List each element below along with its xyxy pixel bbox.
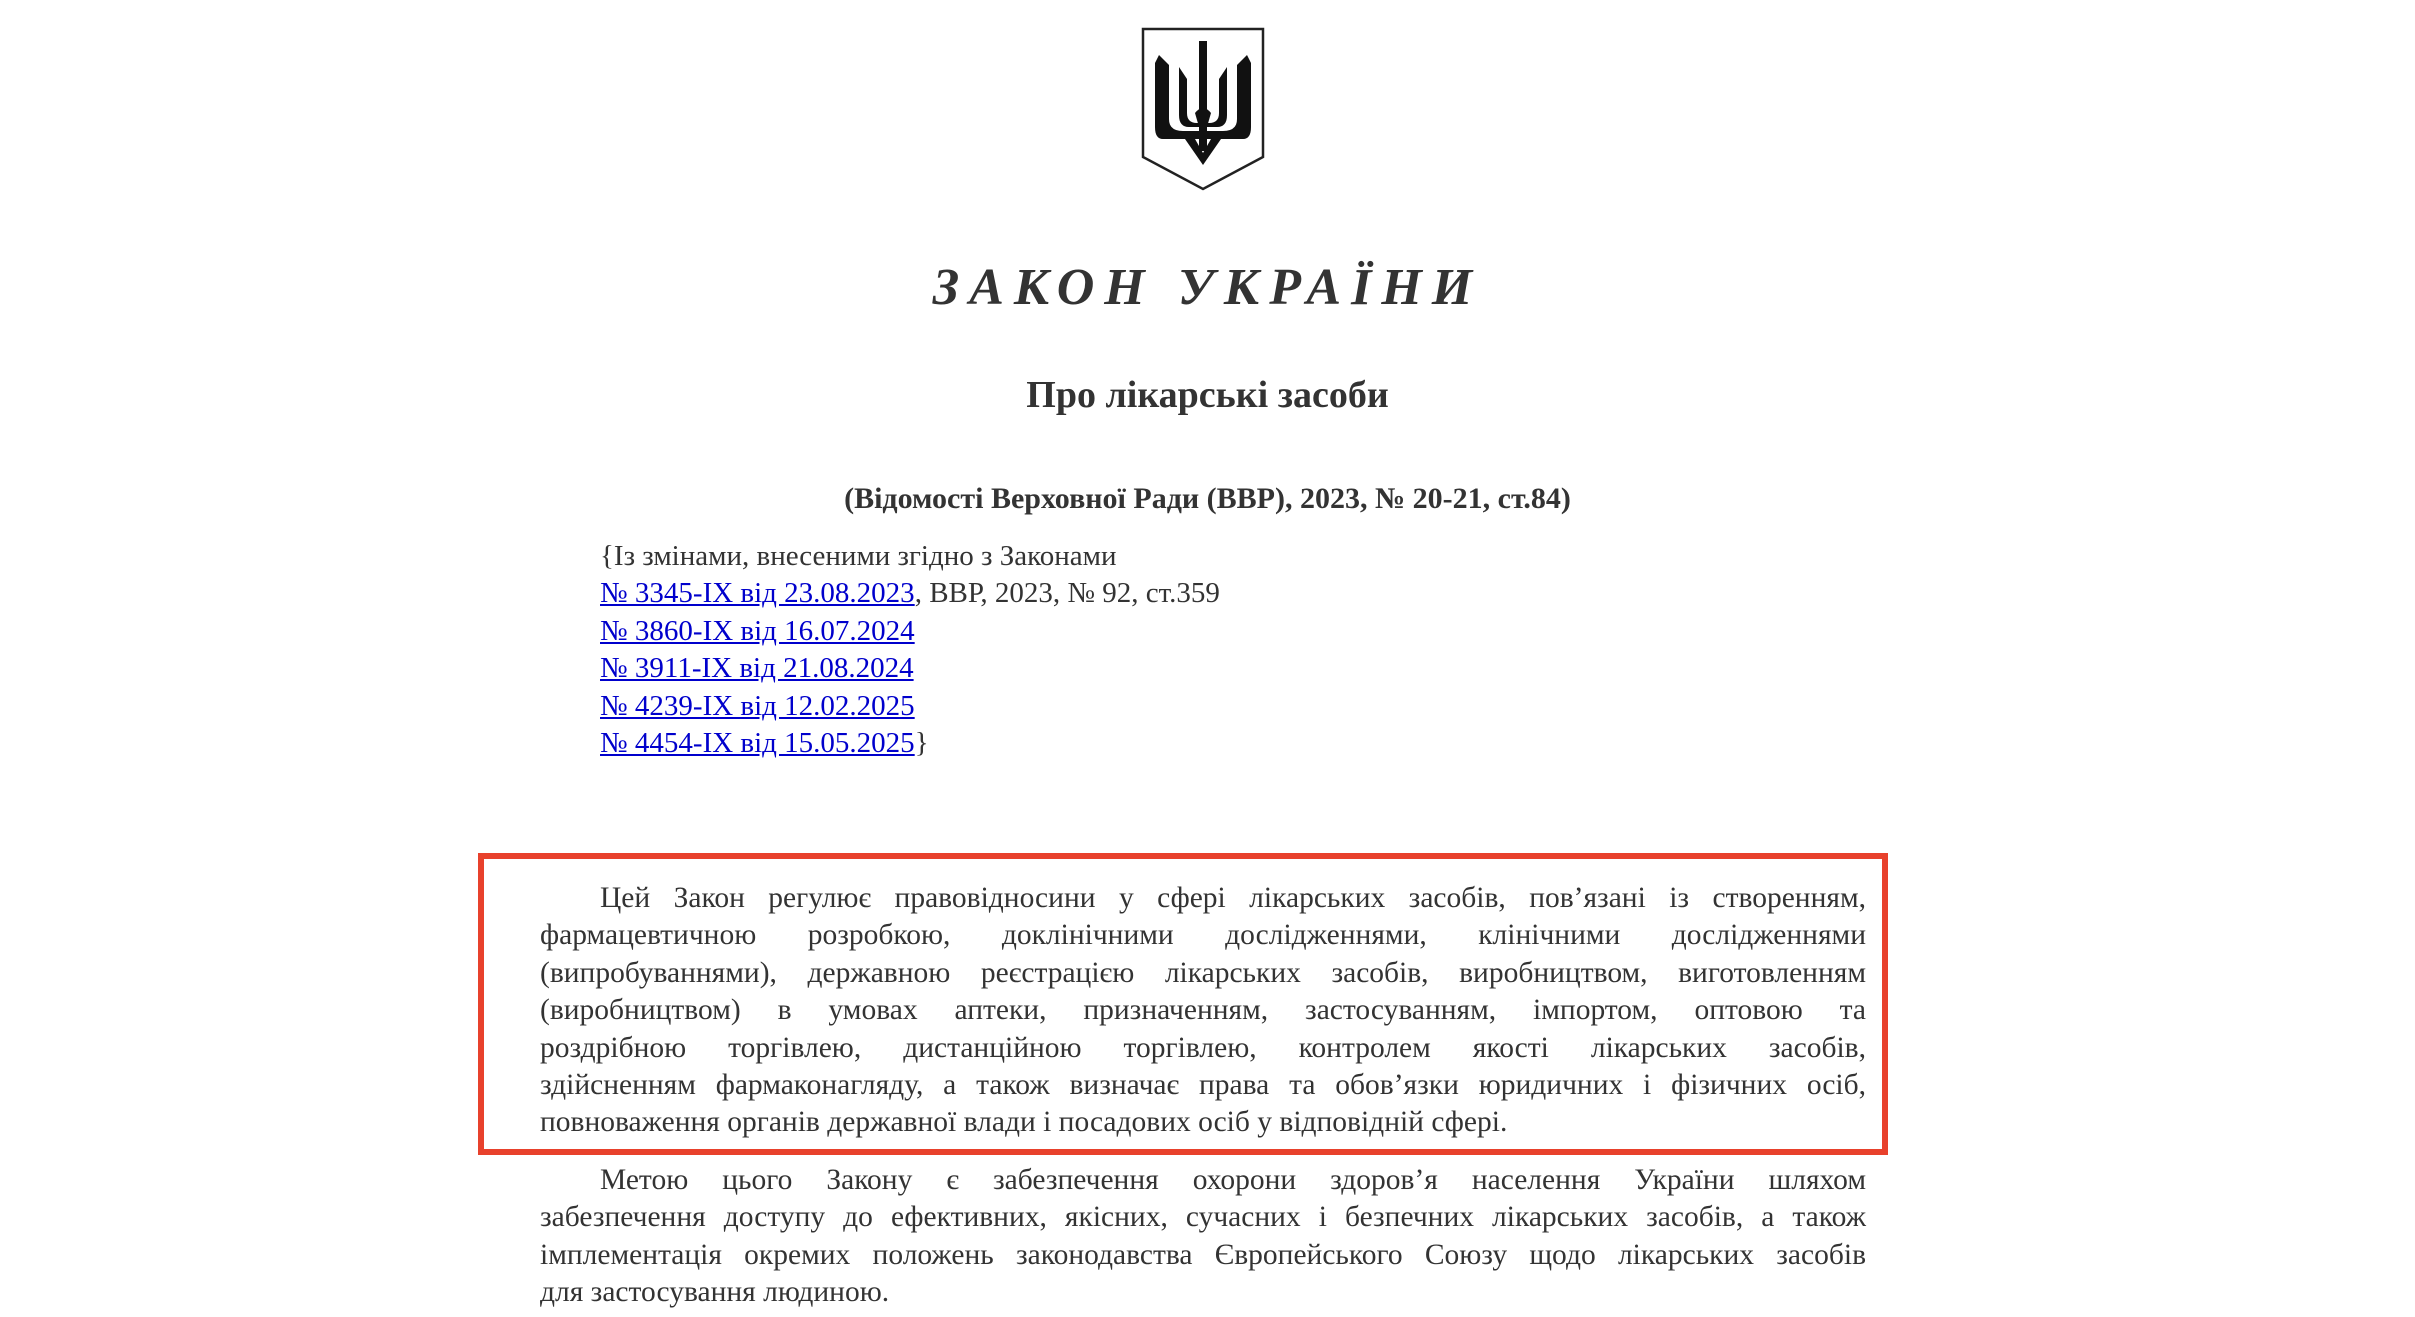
- amendment-item: [600, 613, 1220, 650]
- paragraph-scope: [540, 880, 1866, 1142]
- amendment-link[interactable]: № 4239-IX від 12.02.2025: [600, 689, 915, 722]
- paragraph-line: фармацевтичною розробкою, доклінічними дослідженнями, клінічними дослідженнями: [540, 919, 1866, 952]
- paragraph-line: (виробництвом) в умовах аптеки, призначенням, застосуванням, імпортом, оптовою та: [540, 994, 1866, 1027]
- paragraph-line: здійсненням фармаконагляду, а також визначає права та обов’язки юридичних і фізичних осіб,: [540, 1069, 1866, 1102]
- document-subtitle: Про лікарські засоби: [1026, 374, 1389, 416]
- paragraph-line: для застосування людиною.: [540, 1276, 890, 1309]
- paragraph-purpose: [540, 1162, 1866, 1312]
- amendments-intro: {Із змінами, внесеними згідно з Законами: [600, 540, 1117, 572]
- paragraph-line: забезпечення доступу до ефективних, якісних, сучасних і безпечних лікарських засобів, а також: [540, 1201, 1866, 1234]
- document-title: ЗАКОН УКРАЇНИ: [932, 259, 1483, 316]
- amendment-item: [600, 575, 1220, 612]
- ukraine-trident-emblem-icon: [1141, 27, 1265, 191]
- amendment-item: [600, 725, 1220, 762]
- amendment-suffix: , ВВР, 2023, № 92, ст.359: [914, 577, 1220, 610]
- amendment-link[interactable]: № 3345-IX від 23.08.2023: [600, 577, 915, 610]
- paragraph-line: Цей Закон регулює правовідносини у сфері лікарських засобів, пов’язані із створенням,: [600, 882, 1866, 914]
- amendment-suffix: }: [914, 727, 929, 760]
- paragraph-line: імплементація окремих положень законодавства Європейського Союзу щодо лікарських засобів: [540, 1238, 1866, 1271]
- paragraph-line: повноваження органів державної влади і посадових осіб у відповідній сфері.: [540, 1106, 1508, 1139]
- amendment-link[interactable]: № 4454-IX від 15.05.2025: [600, 727, 915, 760]
- amendments-list: [600, 538, 1220, 762]
- paragraph-line: роздрібною торгівлею, дистанційною торгівлею, контролем якості лікарських засобів,: [540, 1031, 1866, 1064]
- amendment-item: [600, 688, 1220, 725]
- amendment-link[interactable]: № 3860-IX від 16.07.2024: [600, 614, 915, 647]
- amendment-item: [600, 650, 1220, 687]
- paragraph-line: (випробуваннями), державною реєстрацією лікарських засобів, виробництвом, виготовленням: [540, 956, 1866, 989]
- publication-source: (Відомості Верховної Ради (ВВР), 2023, № 20-21, ст.84): [844, 482, 1571, 515]
- amendment-link[interactable]: № 3911-IX від 21.08.2024: [600, 652, 914, 685]
- paragraph-line: Метою цього Закону є забезпечення охорони здоров’я населення України шляхом: [600, 1164, 1866, 1196]
